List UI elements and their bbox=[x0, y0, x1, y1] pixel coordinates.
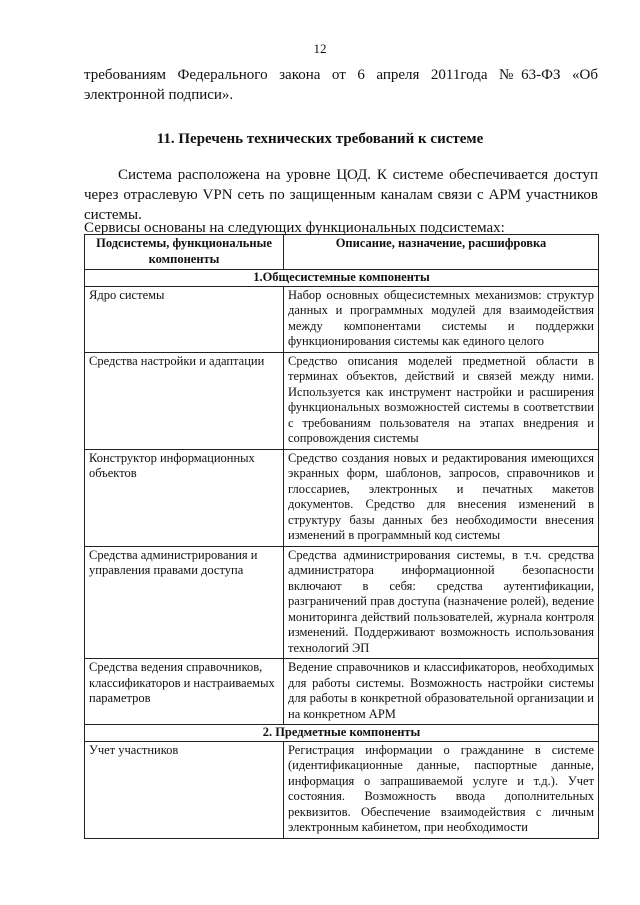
table-row bbox=[85, 286, 599, 352]
table-header-row bbox=[85, 235, 599, 270]
page-number: 12 bbox=[313, 41, 327, 56]
section-row bbox=[85, 270, 599, 287]
component-name: Конструктор информационных объектов bbox=[85, 449, 284, 546]
component-description: Средство описания моделей предметной области в терминах объектов, действий и связей между ними. Используется как инструмент настройки и расширения функциональных возможностей системы в соответствии с требованиям пользователя на этапах внедрения и сопровождения системы bbox=[284, 352, 599, 449]
header-description: Описание, назначение, расшифровка bbox=[284, 235, 599, 270]
table-row bbox=[85, 449, 599, 546]
services-intro: Сервисы основаны на следующих функциональных подсистемах: bbox=[84, 220, 505, 236]
component-description: Набор основных общесистемных механизмов: структур данных и программных модулей для взаимодействия между компонентами системы и поддержки функционирования системы как единого целого bbox=[284, 286, 599, 352]
component-name: Ядро системы bbox=[85, 286, 284, 352]
component-name: Учет участников bbox=[85, 741, 284, 838]
section-title: 1.Общесистемные компоненты bbox=[85, 270, 599, 287]
body-paragraph: Система расположена на уровне ЦОД. К системе обеспечивается доступ через отраслевую VPN сеть по защищенным каналам связи с АРМ участников системы. bbox=[84, 167, 598, 223]
component-description: Средство создания новых и редактирования имеющихся экранных форм, шаблонов, запросов, справочников и глоссариев, электронных и печатных макетов документов. Средство для внесения изменений в структуру базы данных без необходимости внесения изменений в программный код системы bbox=[284, 449, 599, 546]
requirements-table bbox=[84, 234, 599, 839]
table-row bbox=[85, 352, 599, 449]
component-description: Ведение справочников и классификаторов, необходимых для работы системы. Возможность настройки системы для работы в конкретной образовательной организации и на конкретном АРМ bbox=[284, 659, 599, 725]
component-description: Регистрация информации о гражданине в системе (идентификационные данные, паспортные данные, информация о запрашиваемой услуге и т.д.). Учет состояния. Возможность ввода дополнительных реквизитов. Обеспечение взаимодействия с личным электронным кабинетом, при необходимости bbox=[284, 741, 599, 838]
component-name: Средства настройки и адаптации bbox=[85, 352, 284, 449]
table-row bbox=[85, 546, 599, 659]
component-name: Средства администрирования и управления правами доступа bbox=[85, 546, 284, 659]
intro-paragraph: требованиям Федерального закона от 6 апреля 2011года №63-ФЗ «Об электронной подписи». bbox=[84, 67, 598, 103]
component-name: Средства ведения справочников, классификаторов и настраиваемых параметров bbox=[85, 659, 284, 725]
section-row bbox=[85, 725, 599, 742]
section-title: 2. Предметные компоненты bbox=[85, 725, 599, 742]
table-row bbox=[85, 659, 599, 725]
header-subsystems: Подсистемы, функциональные компоненты bbox=[85, 235, 284, 270]
table-row bbox=[85, 741, 599, 838]
component-description: Средства администрирования системы, в т.ч. средства администратора информационной безопасности включают в себя: средства аутентификации, разграничений прав доступа (назначение ролей), ведение мониторинга действий пользователей, журнала контроля изменений. Поддерживают возможность использования технологий ЭП bbox=[284, 546, 599, 659]
section-heading: 11. Перечень технических требований к системе bbox=[156, 131, 484, 147]
